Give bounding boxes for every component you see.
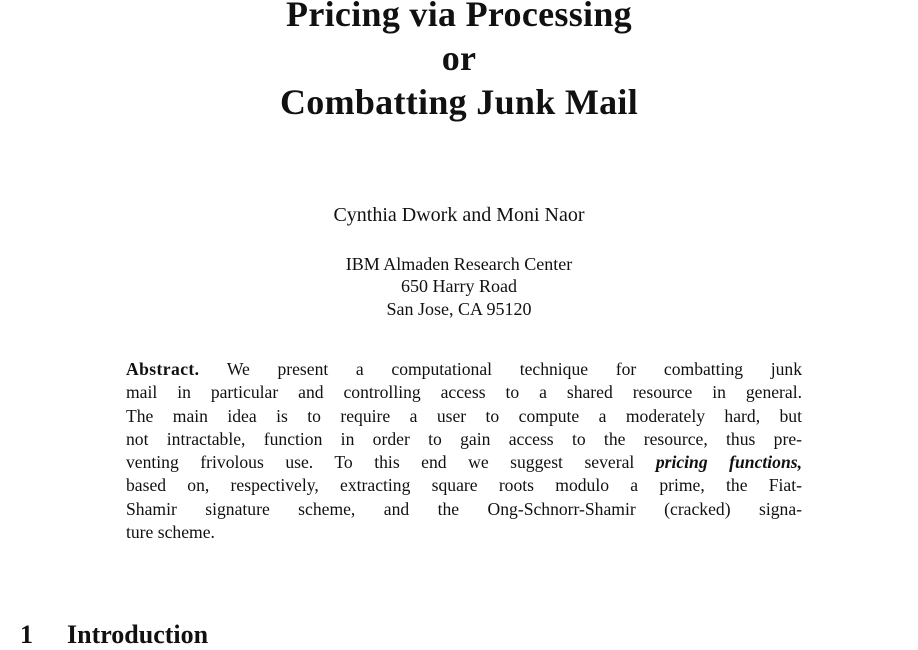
affiliation-city: San Jose, CA 95120 (386, 299, 532, 319)
abstract-line-3: The main idea is to require a user to compute a moderately hard, but (126, 405, 802, 426)
title-line-3: Combatting Junk Mail (279, 82, 639, 122)
abstract-line-2: mail in particular and controlling access to a shared resource in general. (126, 382, 802, 403)
title-line-2: or (441, 38, 477, 78)
abstract-text: We present a computational technique for combatting junk (226, 359, 802, 379)
section-heading (20, 620, 208, 650)
abstract-heading: Abstract. (126, 359, 200, 379)
abstract-line-5 (126, 451, 802, 474)
abstract-line-6: based on, respectively, extracting square roots modulo a prime, the Fiat- (126, 475, 802, 496)
abstract-emphasis: pricing functions, (655, 452, 802, 473)
abstract (126, 358, 802, 544)
abstract-line-4: not intractable, function in order to gain access to the resource, thus pre- (126, 428, 802, 449)
affiliation-street: 650 Harry Road (401, 276, 517, 296)
abstract-line-8: ture scheme. (126, 522, 215, 543)
section-number: 1 (20, 620, 33, 649)
authors: Cynthia Dwork and Moni Naor (333, 204, 585, 226)
title-line-1: Pricing via Processing (286, 0, 632, 34)
abstract-text: venting frivolous use. To this end we suggest several (126, 452, 635, 473)
section-title: Introduction (67, 620, 209, 649)
abstract-line-7: Shamir signature scheme, and the Ong-Schnorr-Shamir (cracked) signa- (126, 498, 802, 519)
affiliation-institution: IBM Almaden Research Center (345, 254, 573, 274)
abstract-line-1 (126, 358, 802, 381)
